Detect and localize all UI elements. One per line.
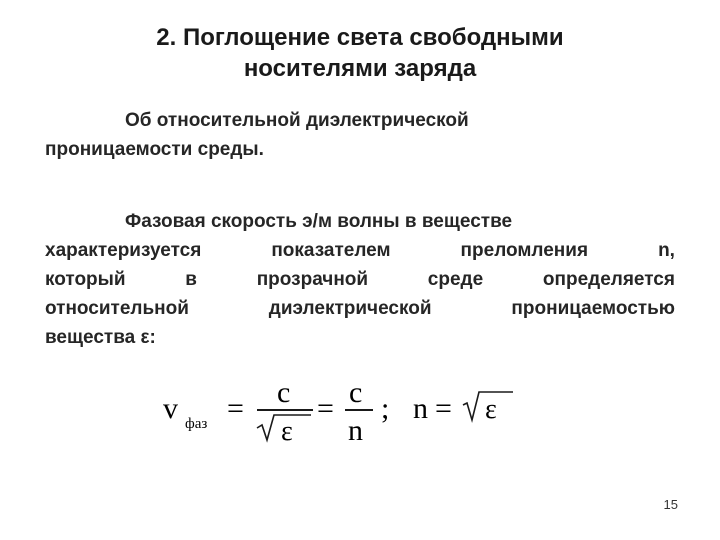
paragraph2-line1: Фазовая скорость э/м волны в веществе: [125, 211, 513, 232]
title-line-1: 2. Поглощение света свободными: [156, 24, 564, 51]
paragraph1-line1: Об относительной диэлектрической: [125, 110, 469, 131]
word: определяется: [542, 269, 675, 290]
word: преломления: [460, 240, 589, 261]
word: в: [185, 269, 197, 290]
formula-equals-2: =: [317, 392, 334, 425]
formula-c-numerator-1: c: [277, 376, 291, 409]
formula-n: n: [413, 392, 428, 425]
paragraph2-line5: вещества ε:: [45, 327, 156, 348]
paragraph1-line2: проницаемости среды.: [45, 139, 264, 160]
slide-title: [0, 22, 720, 84]
formula-epsilon-2: ε: [485, 394, 497, 425]
word: прозрачной: [256, 269, 369, 290]
formula-equals-1: =: [227, 392, 244, 425]
word: среде: [427, 269, 484, 290]
formula-n-denominator: n: [348, 414, 363, 447]
word: показателем: [271, 240, 391, 261]
formula-v-subscript: фаз: [185, 416, 208, 432]
formula-c-numerator-2: c: [349, 376, 363, 409]
formula-equals-3: =: [435, 392, 452, 425]
paragraph2-line2: [45, 236, 675, 265]
paragraph-dielectric-intro: [45, 106, 675, 164]
word: который: [45, 269, 126, 290]
word: относительной: [45, 298, 189, 319]
word: диэлектрической: [268, 298, 432, 319]
title-line-2: носителями заряда: [243, 55, 477, 82]
formula-v: v: [163, 392, 178, 425]
word: проницаемостью: [511, 298, 675, 319]
paragraph-phase-velocity: [45, 207, 675, 352]
paragraph2-line4: [45, 294, 675, 323]
word: характеризуется: [45, 240, 202, 261]
phase-velocity-formula: [145, 372, 545, 452]
formula-epsilon-1: ε: [281, 416, 293, 447]
word: n,: [658, 240, 675, 261]
page-number: 15: [663, 497, 678, 512]
paragraph2-line3: [45, 265, 675, 294]
formula-semicolon: ;: [381, 392, 390, 425]
